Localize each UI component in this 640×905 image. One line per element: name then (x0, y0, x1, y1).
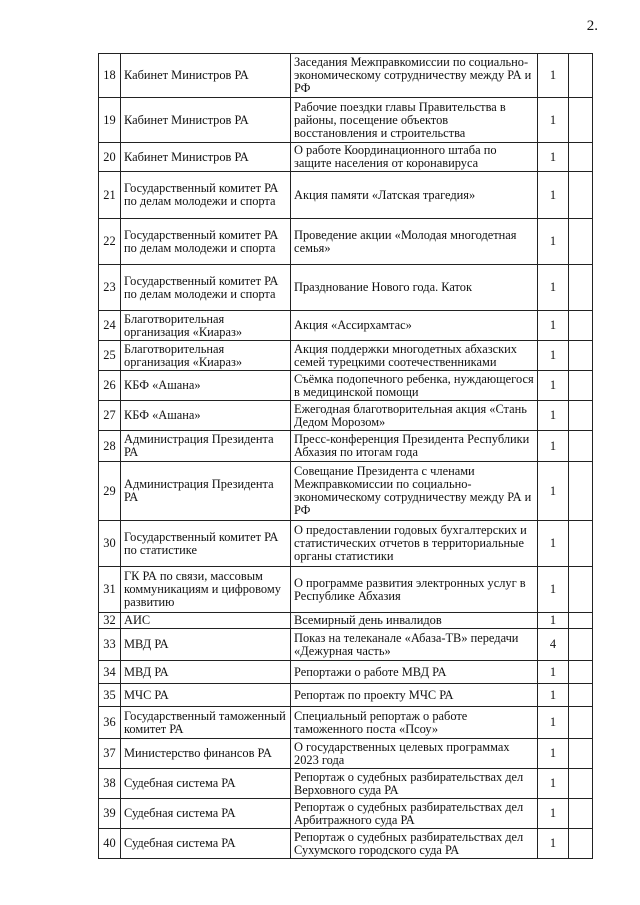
table-row (99, 341, 593, 371)
table-row (99, 684, 593, 707)
row-number-cell: 30 (99, 521, 121, 567)
row-number-cell: 37 (99, 739, 121, 769)
event-cell: Всемирный день инвалидов (291, 613, 538, 629)
count-cell: 1 (538, 219, 569, 265)
empty-cell (569, 567, 593, 613)
row-number-cell: 21 (99, 172, 121, 219)
organization-cell: Государственный комитет РА по статистике (121, 521, 291, 567)
count-cell: 1 (538, 431, 569, 462)
organization-cell: Государственный комитет РА по делам молодежи и спорта (121, 172, 291, 219)
empty-cell (569, 341, 593, 371)
count-cell: 1 (538, 371, 569, 401)
empty-cell (569, 629, 593, 661)
empty-cell (569, 401, 593, 431)
event-cell: Репортаж по проекту МЧС РА (291, 684, 538, 707)
count-cell: 1 (538, 98, 569, 143)
empty-cell (569, 739, 593, 769)
empty-cell (569, 829, 593, 859)
table-row (99, 739, 593, 769)
table-row (99, 54, 593, 98)
table-row (99, 613, 593, 629)
organization-cell: Кабинет Министров РА (121, 143, 291, 172)
row-number-cell: 19 (99, 98, 121, 143)
empty-cell (569, 769, 593, 799)
event-cell: Рабочие поездки главы Правительства в районы, посещение объектов восстановления и строительства (291, 98, 538, 143)
row-number-cell: 39 (99, 799, 121, 829)
table-row (99, 567, 593, 613)
count-cell: 1 (538, 143, 569, 172)
count-cell: 1 (538, 661, 569, 684)
row-number-cell: 40 (99, 829, 121, 859)
empty-cell (569, 661, 593, 684)
event-cell: Ежегодная благотворительная акция «Стань Дедом Морозом» (291, 401, 538, 431)
count-cell: 1 (538, 829, 569, 859)
table-row (99, 265, 593, 311)
count-cell: 1 (538, 769, 569, 799)
empty-cell (569, 54, 593, 98)
organization-cell: Государственный таможенный комитет РА (121, 707, 291, 739)
row-number-cell: 34 (99, 661, 121, 684)
table-row (99, 371, 593, 401)
organization-cell: АИС (121, 613, 291, 629)
organization-cell: Судебная система РА (121, 769, 291, 799)
organization-cell: Министерство финансов РА (121, 739, 291, 769)
event-cell: Пресс-конференция Президента Республики Абхазия по итогам года (291, 431, 538, 462)
event-cell: Специальный репортаж о работе таможенного поста «Псоу» (291, 707, 538, 739)
events-table (98, 53, 593, 859)
organization-cell: Кабинет Министров РА (121, 54, 291, 98)
event-cell: О предоставлении годовых бухгалтерских и статистических отчетов в территориальные органы статистики (291, 521, 538, 567)
organization-cell: МВД РА (121, 629, 291, 661)
organization-cell: Кабинет Министров РА (121, 98, 291, 143)
row-number-cell: 38 (99, 769, 121, 799)
event-cell: О государственных целевых программах 2023 года (291, 739, 538, 769)
empty-cell (569, 371, 593, 401)
table-row (99, 401, 593, 431)
organization-cell: Судебная система РА (121, 829, 291, 859)
count-cell: 1 (538, 311, 569, 341)
table-row (99, 661, 593, 684)
empty-cell (569, 707, 593, 739)
count-cell: 1 (538, 54, 569, 98)
count-cell: 1 (538, 341, 569, 371)
table-row (99, 98, 593, 143)
table-row (99, 143, 593, 172)
organization-cell: Судебная система РА (121, 799, 291, 829)
row-number-cell: 31 (99, 567, 121, 613)
count-cell: 1 (538, 265, 569, 311)
row-number-cell: 28 (99, 431, 121, 462)
event-cell: Акция памяти «Латская трагедия» (291, 172, 538, 219)
count-cell: 1 (538, 707, 569, 739)
empty-cell (569, 684, 593, 707)
table-row (99, 769, 593, 799)
organization-cell: КБФ «Ашана» (121, 401, 291, 431)
organization-cell: МЧС РА (121, 684, 291, 707)
organization-cell: КБФ «Ашана» (121, 371, 291, 401)
page-number: 2. (586, 18, 598, 34)
organization-cell: Администрация Президента РА (121, 431, 291, 462)
organization-cell: МВД РА (121, 661, 291, 684)
organization-cell: Государственный комитет РА по делам молодежи и спорта (121, 265, 291, 311)
empty-cell (569, 799, 593, 829)
row-number-cell: 26 (99, 371, 121, 401)
row-number-cell: 32 (99, 613, 121, 629)
row-number-cell: 35 (99, 684, 121, 707)
row-number-cell: 24 (99, 311, 121, 341)
row-number-cell: 18 (99, 54, 121, 98)
event-cell: Репортажи о работе МВД РА (291, 661, 538, 684)
count-cell: 1 (538, 799, 569, 829)
organization-cell: Благотворительная организация «Киараз» (121, 311, 291, 341)
table-body (99, 54, 593, 859)
row-number-cell: 25 (99, 341, 121, 371)
row-number-cell: 29 (99, 462, 121, 521)
count-cell: 4 (538, 629, 569, 661)
row-number-cell: 22 (99, 219, 121, 265)
organization-cell: Благотворительная организация «Киараз» (121, 341, 291, 371)
event-cell: Празднование Нового года. Каток (291, 265, 538, 311)
organization-cell: Государственный комитет РА по делам молодежи и спорта (121, 219, 291, 265)
table-row (99, 219, 593, 265)
table-row (99, 521, 593, 567)
empty-cell (569, 462, 593, 521)
row-number-cell: 36 (99, 707, 121, 739)
count-cell: 1 (538, 613, 569, 629)
empty-cell (569, 521, 593, 567)
event-cell: О программе развития электронных услуг в Республике Абхазия (291, 567, 538, 613)
count-cell: 1 (538, 521, 569, 567)
event-cell: Проведение акции «Молодая многодетная семья» (291, 219, 538, 265)
organization-cell: ГК РА по связи, массовым коммуникациям и цифровому развитию (121, 567, 291, 613)
row-number-cell: 23 (99, 265, 121, 311)
event-cell: Показ на телеканале «Абаза-ТВ» передачи «Дежурная часть» (291, 629, 538, 661)
empty-cell (569, 613, 593, 629)
count-cell: 1 (538, 684, 569, 707)
event-cell: Репортаж о судебных разбирательствах дел Сухумского городского суда РА (291, 829, 538, 859)
event-cell: Акция «Ассирхамтас» (291, 311, 538, 341)
table-row (99, 431, 593, 462)
table-row (99, 707, 593, 739)
table-row (99, 462, 593, 521)
table-row (99, 629, 593, 661)
empty-cell (569, 98, 593, 143)
table-row (99, 829, 593, 859)
row-number-cell: 27 (99, 401, 121, 431)
count-cell: 1 (538, 739, 569, 769)
empty-cell (569, 172, 593, 219)
count-cell: 1 (538, 462, 569, 521)
event-cell: Совещание Президента с членами Межправкомиссии по социально-экономическому сотрудничеству между РА и РФ (291, 462, 538, 521)
event-cell: Репортаж о судебных разбирательствах дел Верховного суда РА (291, 769, 538, 799)
organization-cell: Администрация Президента РА (121, 462, 291, 521)
empty-cell (569, 265, 593, 311)
empty-cell (569, 431, 593, 462)
event-cell: Акция поддержки многодетных абхазских семей турецкими соотечественниками (291, 341, 538, 371)
empty-cell (569, 219, 593, 265)
empty-cell (569, 311, 593, 341)
event-cell: Репортаж о судебных разбирательствах дел Арбитражного суда РА (291, 799, 538, 829)
row-number-cell: 20 (99, 143, 121, 172)
table-row (99, 799, 593, 829)
count-cell: 1 (538, 401, 569, 431)
table-row (99, 311, 593, 341)
empty-cell (569, 143, 593, 172)
count-cell: 1 (538, 567, 569, 613)
table-row (99, 172, 593, 219)
row-number-cell: 33 (99, 629, 121, 661)
event-cell: О работе Координационного штаба по защите населения от коронавируса (291, 143, 538, 172)
event-cell: Заседания Межправкомиссии по социально-экономическому сотрудничеству между РА и РФ (291, 54, 538, 98)
count-cell: 1 (538, 172, 569, 219)
event-cell: Съёмка подопечного ребенка, нуждающегося в медицинской помощи (291, 371, 538, 401)
